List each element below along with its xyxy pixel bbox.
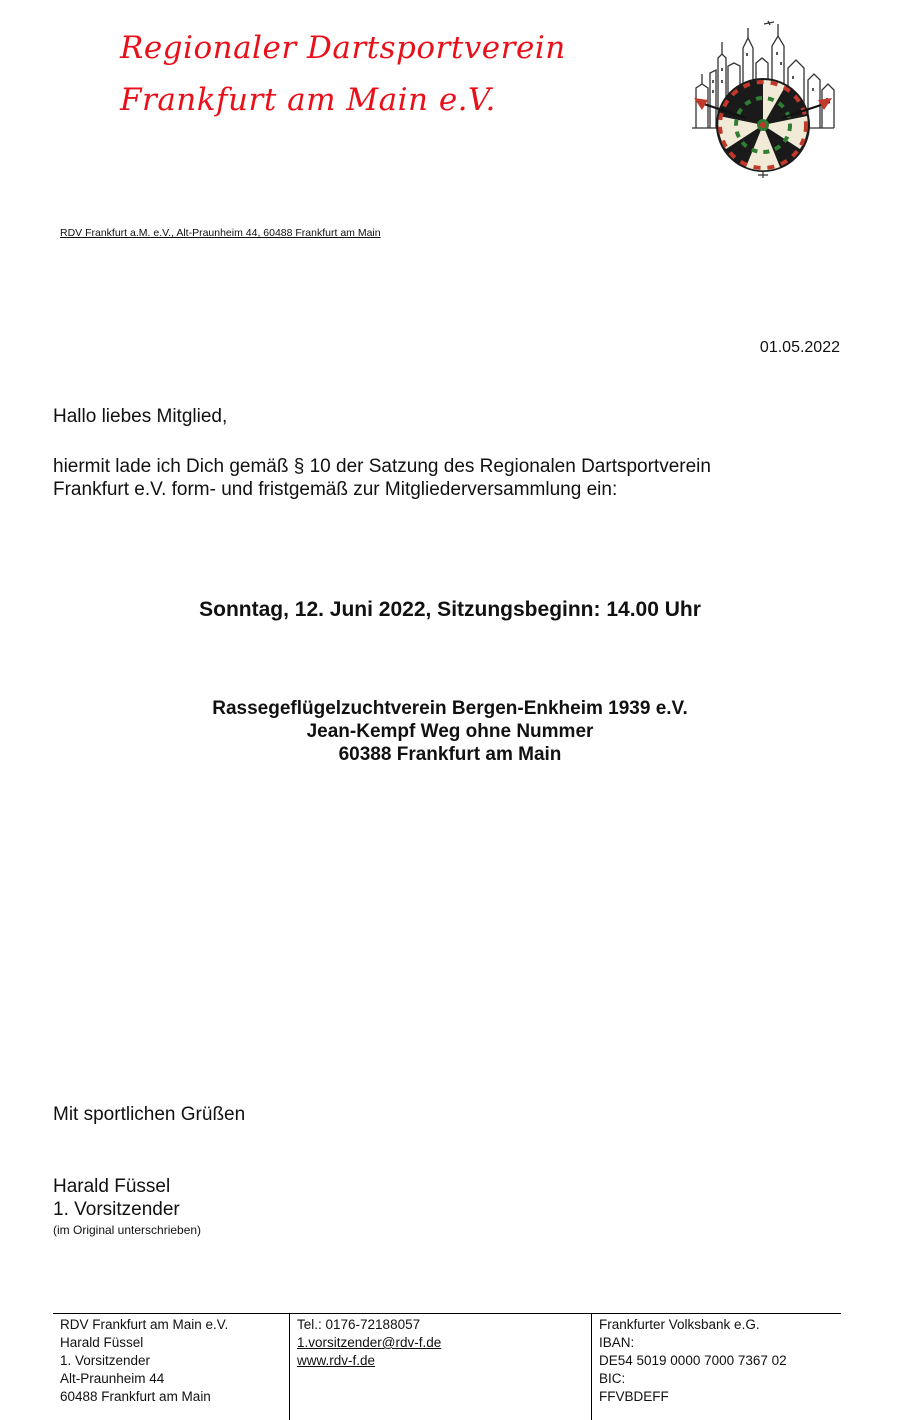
footer-line: Frankfurter Volksbank e.G. <box>599 1317 760 1332</box>
footer-line: 1. Vorsitzender <box>60 1353 151 1368</box>
invitation-text-line1: hiermit lade ich Dich gemäß § 10 der Satzung des Regionalen Dartsportverein <box>53 456 711 477</box>
letter-footer <box>53 1313 841 1420</box>
footer-phone: Tel.: 0176-72188057 <box>297 1317 421 1332</box>
footer-email-link[interactable]: 1.vorsitzender@rdv-f.de <box>297 1335 442 1350</box>
invitation-text-line2: Frankfurt e.V. form- und fristgemäß zur Mitgliederversammlung ein: <box>53 479 618 500</box>
footer-website-link[interactable]: www.rdv-f.de <box>297 1353 376 1368</box>
signature-block <box>53 1175 180 1221</box>
footer-line: IBAN: <box>599 1335 635 1350</box>
footer-line: Harald Füssel <box>60 1335 144 1350</box>
signature-note: (im Original unterschrieben) <box>53 1223 202 1237</box>
org-name-line1: Regionaler Dartsportverein <box>120 30 566 66</box>
footer-line: 60488 Frankfurt am Main <box>60 1389 211 1404</box>
footer-line: FFVBDEFF <box>599 1389 669 1404</box>
footer-bank-column <box>591 1314 841 1420</box>
venue-city: 60388 Frankfurt am Main <box>338 744 562 765</box>
dartboard-skyline-logo-icon <box>688 18 838 178</box>
invitation-text <box>53 455 853 501</box>
footer-line: RDV Frankfurt am Main e.V. <box>60 1317 229 1332</box>
closing-phrase: Mit sportlichen Grüßen <box>53 1104 246 1125</box>
org-name-line2: Frankfurt am Main e.V. <box>120 82 496 118</box>
signer-role: 1. Vorsitzender <box>53 1199 180 1220</box>
footer-line: BIC: <box>599 1371 626 1386</box>
letter-date: 01.05.2022 <box>759 339 840 356</box>
footer-line: Alt-Praunheim 44 <box>60 1371 165 1386</box>
signer-name: Harald Füssel <box>53 1176 171 1197</box>
venue-address <box>0 697 900 766</box>
venue-name: Rassegeflügelzuchtverein Bergen-Enkheim 1939 e.V. <box>212 698 688 719</box>
greeting: Hallo liebes Mitglied, <box>53 406 228 427</box>
footer-line: DE54 5019 0000 7000 7367 02 <box>599 1353 787 1368</box>
meeting-date-time: Sonntag, 12. Juni 2022, Sitzungsbeginn: 14.00 Uhr <box>199 598 701 621</box>
venue-street: Jean-Kempf Weg ohne Nummer <box>306 721 594 742</box>
footer-address-column <box>53 1314 289 1420</box>
footer-contact-column <box>289 1314 591 1420</box>
sender-address-line: RDV Frankfurt a.M. e.V., Alt-Praunheim 44, 60488 Frankfurt am Main <box>60 227 381 239</box>
